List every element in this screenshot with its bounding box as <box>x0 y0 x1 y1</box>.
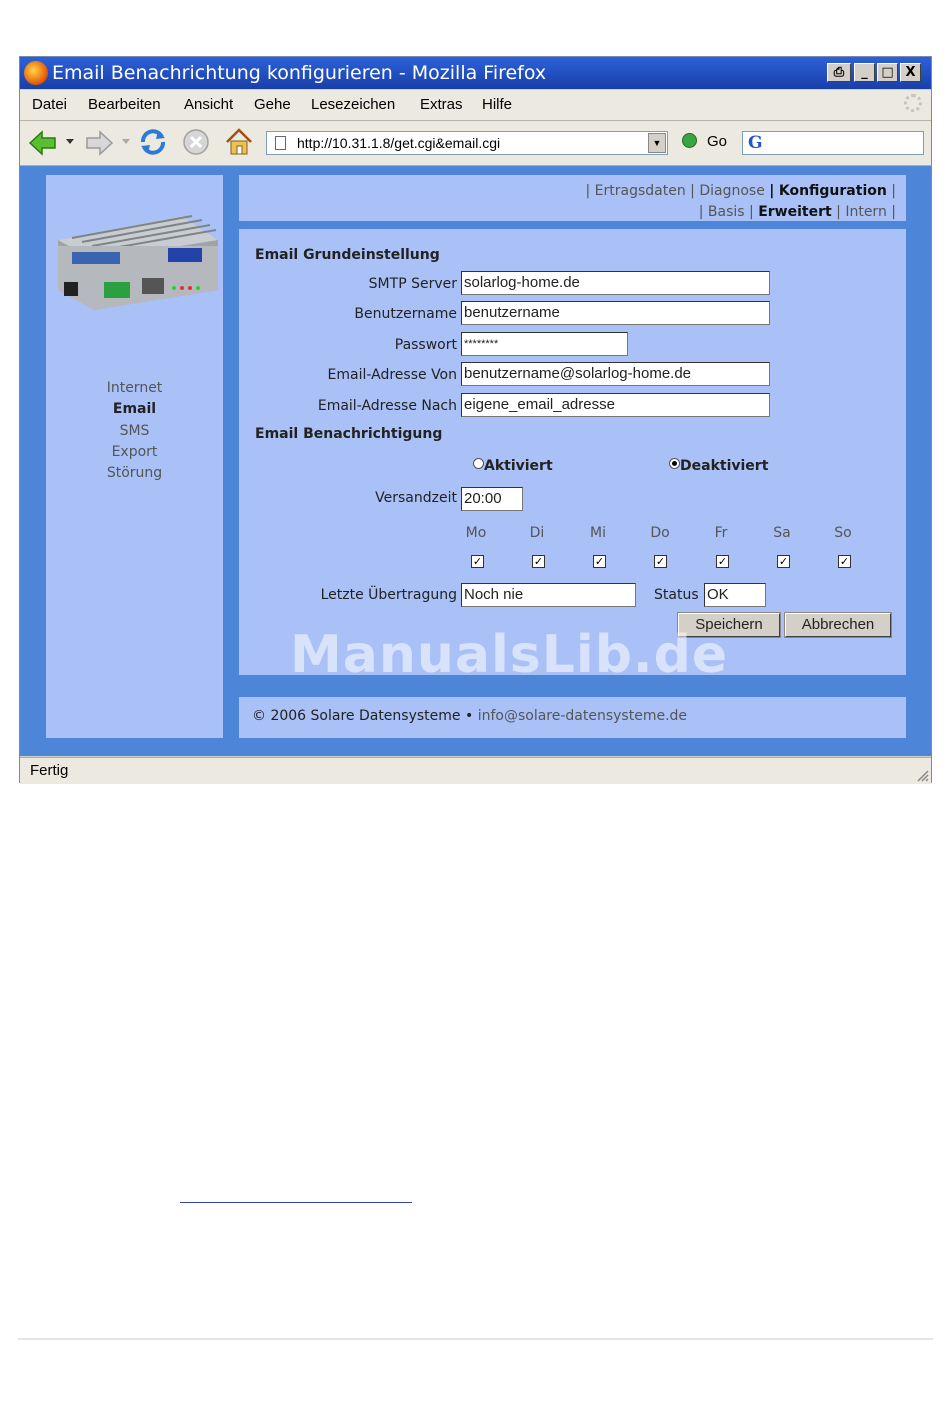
go-label: Go <box>707 133 728 150</box>
checkbox-do[interactable]: ✓ <box>655 555 666 568</box>
day-label-fr: Fr <box>714 525 728 541</box>
separator: | <box>749 204 754 220</box>
go-button[interactable] <box>682 133 727 150</box>
separator: | <box>891 204 896 220</box>
password-label: Passwort <box>394 337 457 353</box>
sidebar-item-internet[interactable]: Internet <box>106 380 163 396</box>
nav-intern[interactable]: Intern <box>845 204 887 220</box>
watermark: ManualsLib.de <box>290 625 729 685</box>
day-label-mi: Mi <box>590 525 606 541</box>
title-bar <box>20 57 931 89</box>
menu-gehe[interactable]: Gehe <box>254 96 291 113</box>
url-bar[interactable] <box>266 131 668 155</box>
day-label-so: So <box>834 525 852 541</box>
sidebar-item-stoerung[interactable]: Störung <box>106 465 163 481</box>
checkbox-mo[interactable]: ✓ <box>472 555 483 568</box>
window-title: Email Benachrichtung konfigurieren - Mozilla Firefox <box>52 62 547 84</box>
nav-konfiguration[interactable]: Konfiguration <box>778 183 887 199</box>
sidebar-item-email[interactable]: Email <box>112 401 157 417</box>
radio-unchecked-icon[interactable] <box>473 458 484 469</box>
forward-arrow-icon[interactable] <box>84 129 114 157</box>
menu-extras[interactable]: Extras <box>420 96 463 113</box>
page-divider <box>18 1338 933 1340</box>
maximize-button[interactable]: □ <box>877 63 898 82</box>
menu-ansicht[interactable]: Ansicht <box>184 96 234 113</box>
home-icon[interactable] <box>224 127 254 157</box>
stop-icon[interactable] <box>182 128 210 156</box>
status-input[interactable]: OK <box>704 583 766 607</box>
copyright: © 2006 Solare Datensysteme <box>252 708 461 724</box>
top-navigation <box>239 175 906 221</box>
email-settings-form <box>239 229 906 675</box>
checkbox-mi[interactable]: ✓ <box>594 555 605 568</box>
send-time-input[interactable]: 20:00 <box>461 487 523 511</box>
checkbox-fr[interactable]: ✓ <box>717 555 728 568</box>
day-label-di: Di <box>529 525 545 541</box>
status-bar <box>20 757 931 784</box>
firefox-logo-icon <box>24 61 48 85</box>
status-label: Status <box>654 587 699 603</box>
menu-lesezeichen[interactable]: Lesezeichen <box>311 96 396 113</box>
cancel-button[interactable]: Abbrechen <box>785 613 891 637</box>
radio-checked-icon[interactable] <box>669 458 680 469</box>
url-text: http://10.31.1.8/get.cgi&email.cgi <box>297 135 501 151</box>
url-dropdown-icon[interactable]: ▼ <box>648 133 666 153</box>
save-button[interactable]: Speichern <box>678 613 780 637</box>
close-button[interactable]: X <box>900 63 921 82</box>
separator: | <box>690 183 695 199</box>
from-address-label: Email-Adresse Von <box>327 367 457 383</box>
day-label-do: Do <box>650 525 670 541</box>
radio-deaktiviert[interactable] <box>669 458 768 474</box>
separator: | <box>585 183 591 199</box>
topnav-row-1 <box>585 183 896 199</box>
nav-diagnose[interactable]: Diagnose <box>699 183 765 199</box>
last-transfer-input[interactable]: Noch nie <box>461 583 636 607</box>
day-label-sa: Sa <box>773 525 791 541</box>
menu-datei[interactable]: Datei <box>32 96 68 113</box>
google-logo-icon[interactable]: G <box>748 133 763 153</box>
checkbox-so[interactable]: ✓ <box>839 555 850 568</box>
minimize-button[interactable]: _ <box>854 63 875 82</box>
separator: | <box>891 183 896 199</box>
sidebar-item-export[interactable]: Export <box>111 444 158 460</box>
back-dropdown-icon[interactable] <box>66 139 74 145</box>
reload-icon[interactable] <box>138 127 168 157</box>
username-input[interactable]: benutzername <box>461 301 770 325</box>
go-arrow-icon <box>682 133 697 148</box>
separator: | <box>769 183 775 199</box>
resize-grip-icon[interactable] <box>915 768 929 782</box>
bullet: • <box>464 708 474 724</box>
send-time-label: Versandzeit <box>375 490 457 506</box>
to-address-input[interactable]: eigene_email_adresse <box>461 393 770 417</box>
page-icon <box>275 136 286 150</box>
section-title-grundeinstellung: Email Grundeinstellung <box>255 247 440 263</box>
topnav-row-2 <box>699 204 896 220</box>
link-underline <box>180 1202 412 1203</box>
nav-erweitert[interactable]: Erweitert <box>758 204 832 220</box>
sidebar <box>46 175 223 738</box>
sidebar-item-sms[interactable]: SMS <box>119 423 150 439</box>
throbber-icon <box>904 94 922 112</box>
checkbox-di[interactable]: ✓ <box>533 555 544 568</box>
solarlog-device-image <box>52 210 218 310</box>
radio-deaktiviert-label: Deaktiviert <box>680 458 769 474</box>
print-icon[interactable]: ⎙ <box>827 63 851 82</box>
separator: | <box>698 204 704 220</box>
username-label: Benutzername <box>354 306 457 322</box>
menu-hilfe[interactable]: Hilfe <box>482 96 513 113</box>
smtp-label: SMTP Server <box>368 276 457 292</box>
footer-email-link[interactable]: info@solare-datensysteme.de <box>477 708 688 724</box>
nav-basis[interactable]: Basis <box>707 204 745 220</box>
section-title-benachrichtigung: Email Benachrichtigung <box>255 426 443 442</box>
day-label-mo: Mo <box>465 525 487 541</box>
last-transfer-label: Letzte Übertragung <box>320 587 457 603</box>
menu-bearbeiten[interactable]: Bearbeiten <box>88 96 161 113</box>
forward-dropdown-icon[interactable] <box>122 139 130 145</box>
footer <box>239 697 906 738</box>
footer-text <box>252 708 687 724</box>
to-address-label: Email-Adresse Nach <box>317 398 457 414</box>
navigation-toolbar <box>20 121 931 166</box>
radio-aktiviert[interactable] <box>473 458 553 474</box>
radio-aktiviert-label: Aktiviert <box>484 458 553 474</box>
nav-ertragsdaten[interactable]: Ertragsdaten <box>594 183 686 199</box>
search-box[interactable] <box>742 131 924 155</box>
password-input[interactable]: ******** <box>461 332 628 356</box>
status-text: Fertig <box>30 762 69 779</box>
back-arrow-icon[interactable] <box>28 129 58 157</box>
checkbox-sa[interactable]: ✓ <box>778 555 789 568</box>
smtp-server-input[interactable]: solarlog-home.de <box>461 271 770 295</box>
menu-bar <box>20 90 931 121</box>
from-address-input[interactable]: benutzername@solarlog-home.de <box>461 362 770 386</box>
separator: | <box>836 204 841 220</box>
